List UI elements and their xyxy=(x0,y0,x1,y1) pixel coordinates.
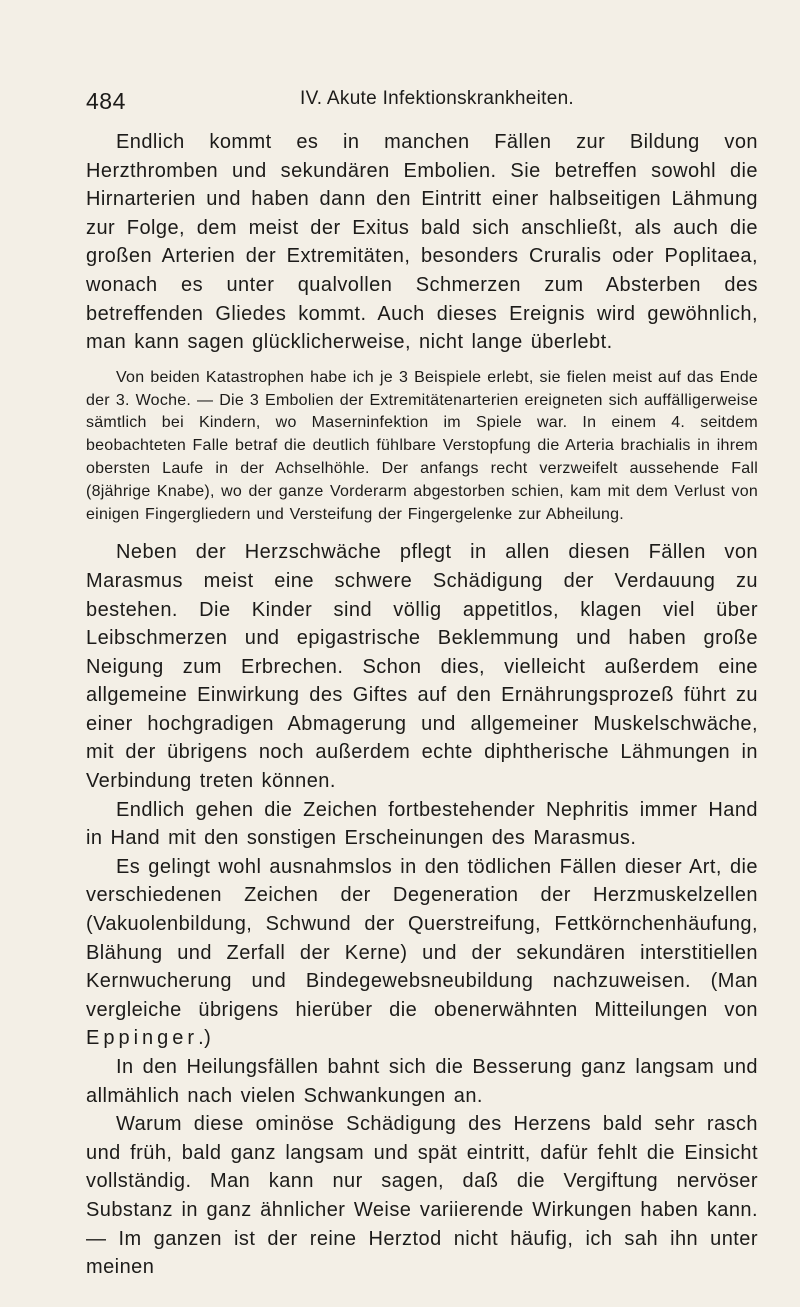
degeneration-closing: .) xyxy=(198,1027,212,1050)
page-number: 484 xyxy=(86,88,126,114)
author-name: Eppinger xyxy=(86,1027,199,1050)
note-katastrophen: Von beiden Katastrophen habe ich je 3 Beispiele erlebt, sie fielen meist auf das Ende der 3. Woche. — Die 3 Embolien der Extremitätenarterien ereigneten sich auffälligerweise sämtlich bei Kindern, wo Maserninfektion im Spiele war. In einem 4. seitdem beobachteten Falle betraf die deutlich fühlbare Verstopfung die Arteria brachialis in ihrem obersten Laufe in der Achselhöhle. Der anfangs recht verzweifelt aussehende Fall (8jährige Knabe), wo der ganze Vorderarm abgestorben schien, kam mit dem Verlust von einigen Fingergliedern und Versteifung der Fingergelenke zur Abheilung. xyxy=(86,368,758,523)
paragraph-degeneration xyxy=(86,853,758,1053)
running-head: IV. Akute Infektionskrankheiten. xyxy=(300,88,575,109)
paragraph-herzthromben: Endlich kommt es in manchen Fällen zur Bildung von Herzthromben und sekundären Embolien. Sie betreffen sowohl die Hirnarterien und haben dann den Eintritt einer halbseitigen Lähmung zur Folge, dem meist der Exitus bald sich anschließt, als auch die großen Arterien der Extremitäten, besonders Cruralis oder Poplitaea, wonach es unter qualvollen Schmerzen zum Absterben des betreffenden Gliedes kommt. Auch dieses Ereignis wird gewöhnlich, man kann sagen glücklicherweise, nicht lange überlebt. xyxy=(86,131,758,354)
paragraph-ominoese-schaedigung: Warum diese ominöse Schädigung des Herzens bald sehr rasch und früh, bald ganz langsam und spät eintritt, dafür fehlt die Einsicht vollständig. Man kann nur sagen, daß die Vergiftung nervöser Substanz in ganz ähnlicher Weise variierende Wirkungen haben kann. — Im ganzen ist der reine Herztod nicht häufig, ich sah ihn unter meinen xyxy=(86,1113,758,1279)
paragraph-verdauung: Neben der Herzschwäche pflegt in allen diesen Fällen von Marasmus meist eine schwere Schädigung der Verdauung zu bestehen. Die Kinder sind völlig appetitlos, klagen viel über Leibschmerzen und epigastrische Beklemmung und haben große Neigung zum Erbrechen. Schon dies, vielleicht außerdem eine allgemeine Einwirkung des Giftes auf den Ernährungsprozeß führt zu einer hochgradigen Abmagerung und allgemeiner Muskelschwäche, mit der übrigens noch außerdem echte diphtherische Lähmungen in Verbindung treten können. xyxy=(86,541,758,793)
paragraph-heilung: In den Heilungsfällen bahnt sich die Besserung ganz langsam und allmählich nach vielen Schwankungen an. xyxy=(86,1056,758,1107)
degeneration-text: Es gelingt wohl ausnahmslos in den tödlichen Fällen dieser Art, die verschiedenen Zeichen der Degeneration der Herzmuskelzellen (Vakuolenbildung, Schwund der Querstreifung, Fettkörnchenhäufung, Blähung und Zerfall der Kerne) und der sekundären interstitiellen Kernwucherung und Bindegewebsneubildung nachzuweisen. (Man vergleiche übrigens hierüber die obenerwähnten Mitteilungen von xyxy=(86,855,758,1021)
paragraph-nephritis: Endlich gehen die Zeichen fortbestehender Nephritis immer Hand in Hand mit den sonstigen Erscheinungen des Marasmus. xyxy=(86,798,758,850)
body-text xyxy=(86,128,758,1282)
